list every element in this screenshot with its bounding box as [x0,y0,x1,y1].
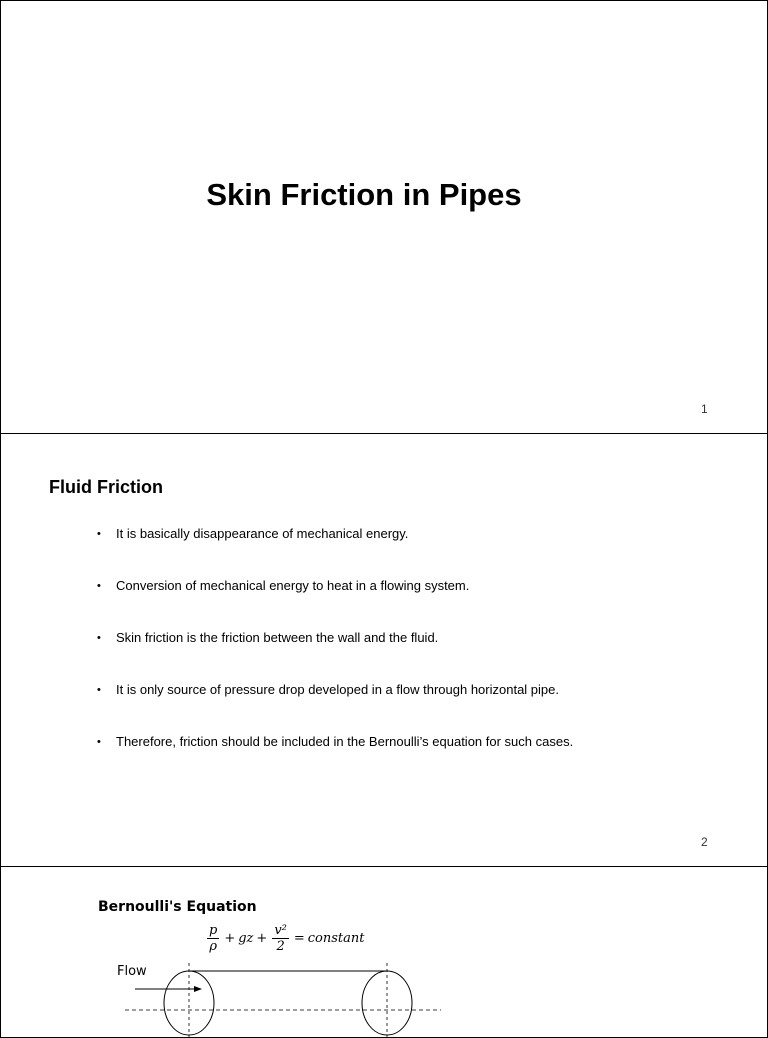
slide-2 [0,433,768,867]
bullet-item: • Therefore, friction should be included in the Bernoulli’s equation for such cases. [97,734,573,786]
bullet-item: • Conversion of mechanical energy to heat in a flowing system. [97,578,573,630]
fraction-numerator: v² [274,922,287,938]
slide-1 [0,0,768,434]
bullet-item: • It is basically disappearance of mechanical energy. [97,526,573,578]
constant-term: constant [307,930,365,946]
plus-operator: + [224,930,236,946]
gz-term: gz [238,930,254,946]
pipe-diagram [1,867,767,1037]
bullet-item: • It is only source of pressure drop developed in a flow through horizontal pipe. [97,682,573,734]
slide-heading: Bernoulli's Equation [98,899,257,915]
fraction-numerator: p [209,922,218,938]
slide-heading: Fluid Friction [49,477,163,497]
slide-3 [0,866,768,1038]
plus-operator: + [256,930,268,946]
flow-label: Flow [117,964,147,979]
fraction-denominator: 2 [276,938,285,954]
bullet-item: • Skin friction is the friction between the wall and the fluid. [97,630,573,682]
equals-operator: = [293,930,305,946]
slide-title: Skin Friction in Pipes [206,177,522,212]
fraction-denominator: ρ [209,938,217,954]
page-number: 1 [701,402,708,416]
bullet-list [97,526,573,786]
page-number: 2 [701,835,708,849]
